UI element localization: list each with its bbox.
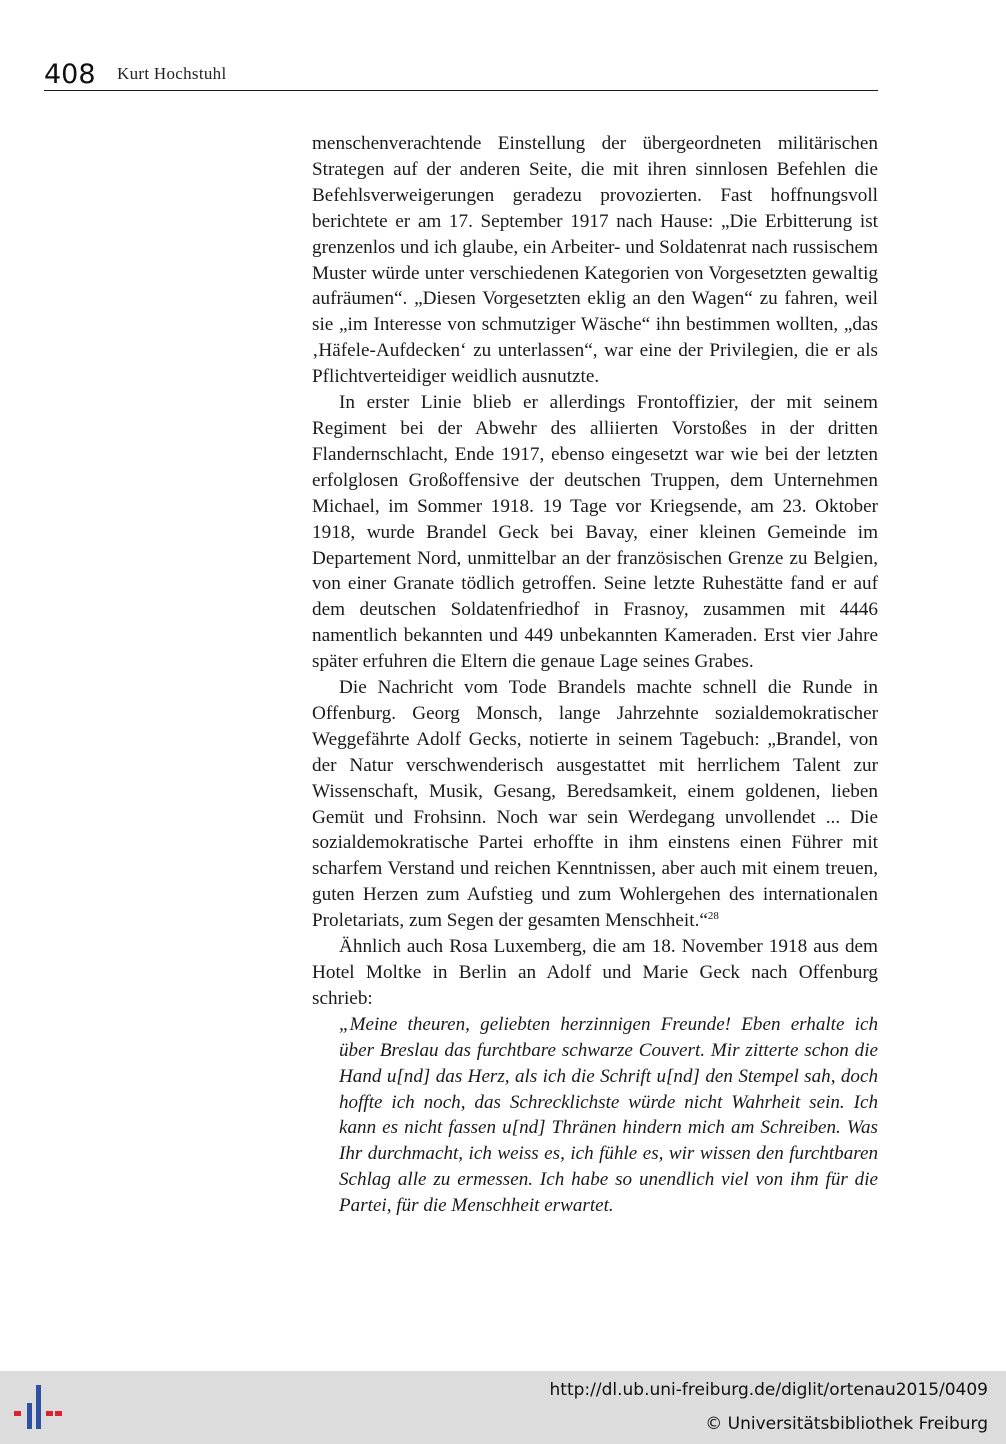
ub-freiburg-logo-icon (10, 1385, 64, 1431)
footer-bar (0, 1371, 1006, 1444)
paragraph-3 (312, 675, 878, 934)
page-header (44, 60, 878, 91)
body-text (312, 131, 878, 1219)
block-quote: „Meine theuren, geliebten herzinnigen Freunde! Eben erhalte ich über Breslau das furchtbare schwarze Couvert. Mir zitterte schon die Hand u[nd] das Herz, als ich die Schrift u[nd] den Stempel sah, doch hoffte ich noch, das Schrecklichste würde nicht Wahrheit sein. Ich kann es nicht fassen u[nd] Thränen hindern mich am Schreiben. Was Ihr durchmacht, ich weiss es, ich fühle es, wir wissen den furchtbaren Schlag alle zu ermessen. Ich habe so unendlich viel von ihm für die Partei, für die Menschheit erwartet. (339, 1013, 878, 1217)
copyright-notice: © Universitätsbibliothek Freiburg (705, 1414, 988, 1434)
paragraph-4: Ähnlich auch Rosa Luxemberg, die am 18. November 1918 aus dem Hotel Moltke in Berlin an Adolf und Marie Geck nach Offenburg schrieb: (312, 936, 878, 1009)
page-number: 408 (44, 59, 96, 90)
footnote-reference[interactable]: 28 (707, 910, 719, 923)
running-head-author: Kurt Hochstuhl (117, 64, 227, 83)
paragraph-2: In erster Linie blieb er allerdings Frontoffizier, der mit seinem Regiment bei der Abwehr des alliierten Vorstoßes in der dritten Flandernschlacht, Ende 1917, ebenso eingesetzt war wie bei der letzten erfolglosen Großoffensive der deutschen Truppen, dem Unternehmen Michael, im Sommer 1918. 19 Tage vor Kriegsende, am 23. Oktober 1918, wurde Brandel Geck bei Bavay, einer kleinen Gemeinde im Departement Nord, unmittelbar an der französischen Grenze zu Belgien, von einer Granate tödlich getroffen. Seine letzte Ruhestätte fand er auf dem deutschen Soldatenfriedhof in Frasnoy, zusammen mit 4446 namentlich bekannten und 449 unbekannten Kameraden. Erst vier Jahre später erfuhren die Eltern die genaue Lage seines Grabes. (312, 392, 878, 673)
paragraph-3-text: Die Nachricht vom Tode Brandels machte schnell die Runde in Offenburg. Georg Monsch, lange Jahrzehnte sozialdemokratischer Weggefährte Adolf Gecks, notierte in seinem Tagebuch: „Brandel, von der Natur verschwenderisch ausgestattet mit herrlichem Talent zur Wissenschaft, Musik, Gesang, Beredsamkeit, einem goldenen, lieben Gemüt und Frohsinn. Noch war sein Werdegang unvollendet ... Die sozialdemokratische Partei erhoffte in ihm einstens einen Führer mit scharfem Verstand und reichen Kenntnissen, aber auch mit einem treuen, guten Herzen zum Aufstieg und zum Wohlergehen des internationalen Proletariats, zum Segen der gesamten Menschheit.“ (312, 677, 878, 932)
paragraph-1: menschenverachtende Einstellung der übergeordneten militärischen Strategen auf der anderen Seite, die mit ihren sinnlosen Befehlen die Befehlsverweigerungen geradezu provozierten. Fast hoffnungsvoll berichtete er am 17. September 1917 nach Hause: „Die Erbitterung ist grenzenlos und ich glaube, ein Arbeiter- und Soldatenrat nach russischem Muster würde unter verschiedenen Kategorien von Vorgesetzten gewaltig aufräumen“. „Diesen Vorgesetzten eklig an den Wagen“ zu fahren, weil sie „im Interesse von schmutziger Wäsche“ ihn bestimmen wollten, „das ‚Häfele-Aufdecken‘ zu unterlassen“, war eine der Privilegien, die er als Pflichtverteidiger weidlich ausnutzte. (312, 133, 878, 388)
source-url-link[interactable]: http://dl.ub.uni-freiburg.de/diglit/ortenau2015/0409 (549, 1380, 988, 1400)
